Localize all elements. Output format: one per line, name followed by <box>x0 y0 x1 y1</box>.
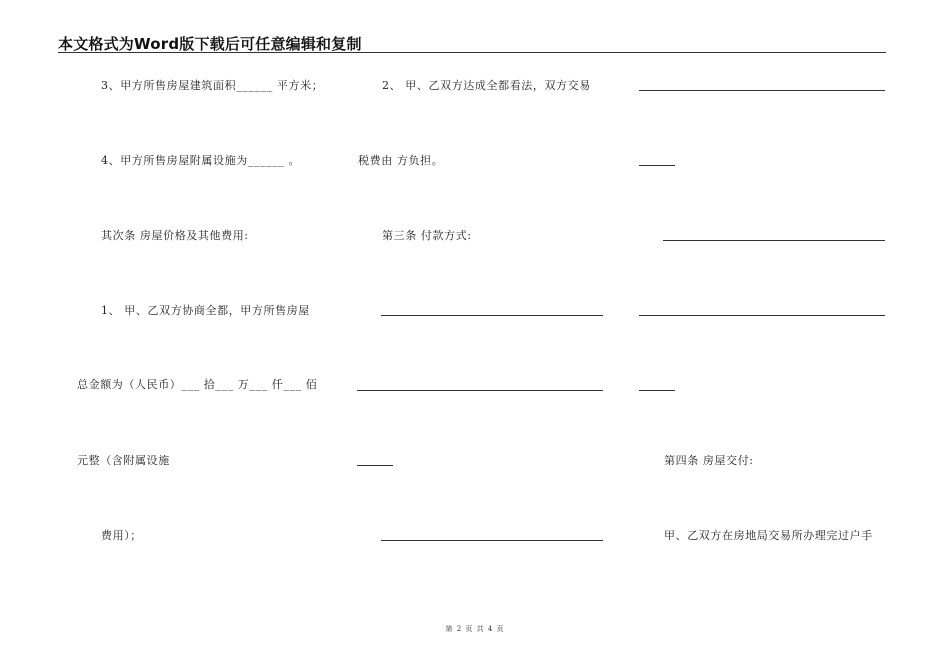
paragraph-line: 1、 甲、乙双方协商全都，甲方所售房屋 <box>101 304 310 317</box>
section-heading: 其次条 房屋价格及其他费用: <box>101 229 249 242</box>
paragraph-line: 税费由 方负担。 <box>358 154 444 167</box>
blank-line <box>639 165 675 166</box>
blank-line <box>639 315 885 316</box>
paragraph-line: 甲、乙双方在房地局交易所办理完过户手 <box>664 529 873 542</box>
blank-line <box>663 240 885 241</box>
blank-line <box>357 465 393 466</box>
paragraph-line: 3、甲方所售房屋建筑面积______ 平方米； <box>101 79 324 92</box>
document-header-title: 本文格式为Word版下载后可任意编辑和复制 <box>58 35 362 53</box>
blank-line <box>381 540 603 541</box>
header-divider <box>58 52 886 53</box>
paragraph-line: 元整（含附属设施 <box>77 454 170 467</box>
blank-line <box>639 390 675 391</box>
paragraph-line: 4、甲方所售房屋附属设施为______ 。 <box>101 154 301 167</box>
section-heading: 第四条 房屋交付: <box>664 454 754 467</box>
blank-line <box>357 390 603 391</box>
paragraph-line: 费用）； <box>101 529 142 542</box>
blank-line <box>639 90 885 91</box>
page-number: 第 2 页 共 4 页 <box>445 625 505 633</box>
section-heading: 第三条 付款方式: <box>382 229 472 242</box>
blank-line <box>381 315 603 316</box>
paragraph-line: 总金额为（人民币）___ 拾___ 万___ 仟___ 佰 <box>77 378 318 391</box>
paragraph-line: 2、 甲、乙双方达成全都看法，双方交易 <box>382 79 591 92</box>
